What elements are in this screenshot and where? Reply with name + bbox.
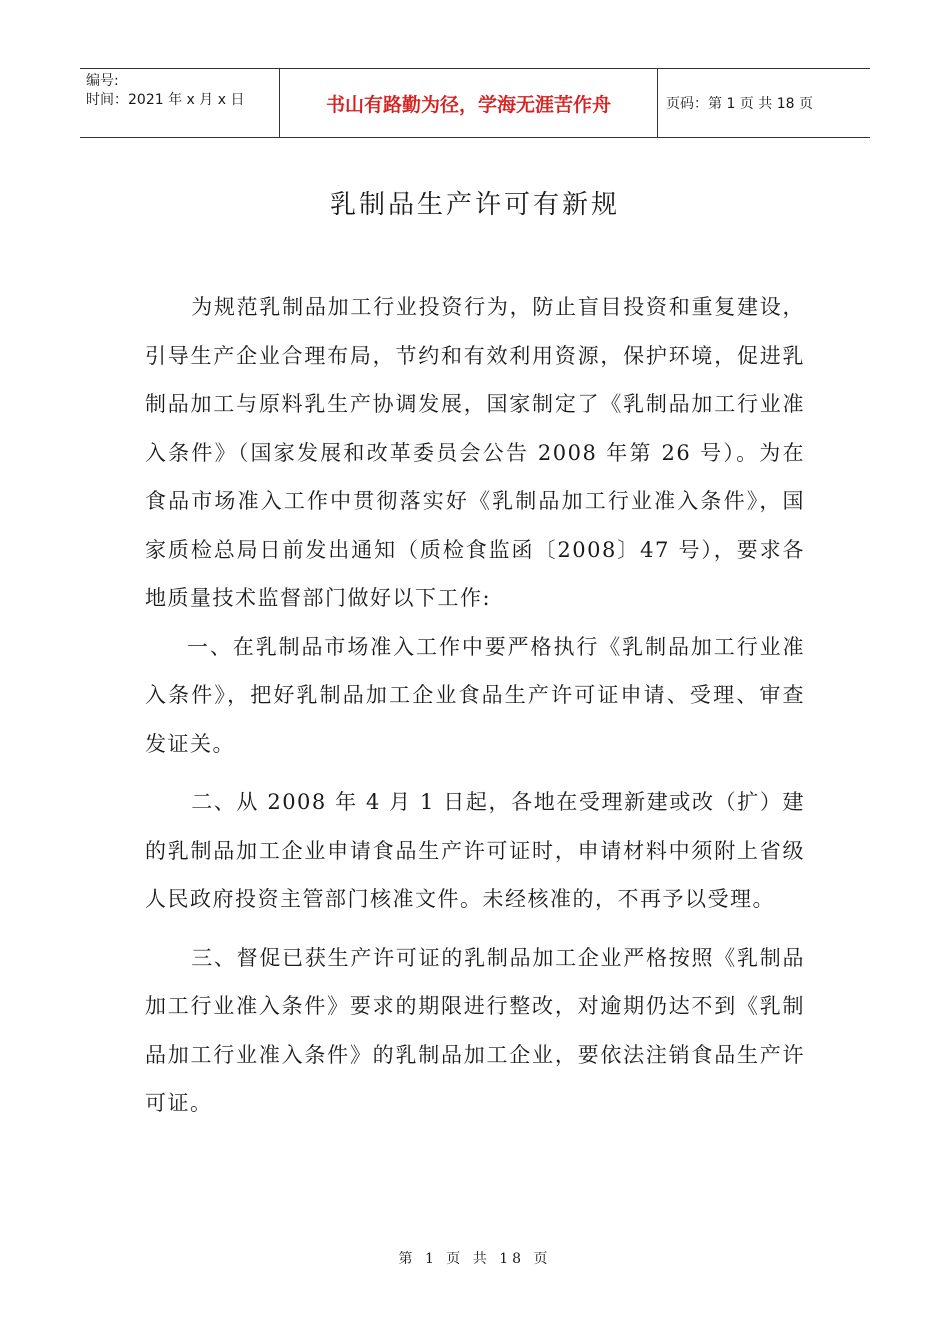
paragraph-item-1: 一、在乳制品市场准入工作中要严格执行《乳制品加工行业准入条件》，把好乳制品加工企业食品生产许可证申请、受理、审查发证关。 [145, 634, 805, 756]
document-title: 乳制品生产许可有新规 [329, 190, 620, 220]
paragraph-intro: 为规范乳制品加工行业投资行为，防止盲目投资和重复建设，引导生产企业合理布局，节约和有效利用资源，保护环境，促进乳制品加工与原料乳生产协调发展，国家制定了《乳制品加工行业准入条件》（国家发展和改革委员会公告 2008 年第 26 号）。为在食品市场准入工作中贯彻落实好《乳制品加工行业准入条件》，国家质检总局日前发出通知（质检食监函〔2008〕47 号），要求各地质量技术监督部门做好以下工作: [145, 295, 805, 610]
time-label: 时间：2021 年 x 月 x 日 [86, 92, 245, 108]
paragraph-item-2: 二、从 2008 年 4 月 1 日起，各地在受理新建或改（扩）建的乳制品加工企业申请食品生产许可证时，申请材料中须附上省级人民政府投资主管部门核准文件。未经核准的，不再予以受理。 [145, 790, 805, 911]
header-meta [80, 69, 280, 137]
header-motto: 书山有路勤为径，学海无涯苦作舟 [280, 69, 658, 137]
page-footer: 第 1 页 共 18 页 [398, 1251, 552, 1267]
paragraph-item-3: 三、督促已获生产许可证的乳制品加工企业严格按照《乳制品加工行业准入条件》要求的期限进行整改，对逾期仍达不到《乳制品加工行业准入条件》的乳制品加工企业，要依法注销食品生产许可证。 [145, 945, 805, 1115]
header-page-code: 页码：第 1 页 共 18 页 [666, 96, 813, 112]
document-header [80, 68, 870, 138]
document-body [145, 283, 805, 1128]
number-label: 编号: [86, 73, 119, 89]
